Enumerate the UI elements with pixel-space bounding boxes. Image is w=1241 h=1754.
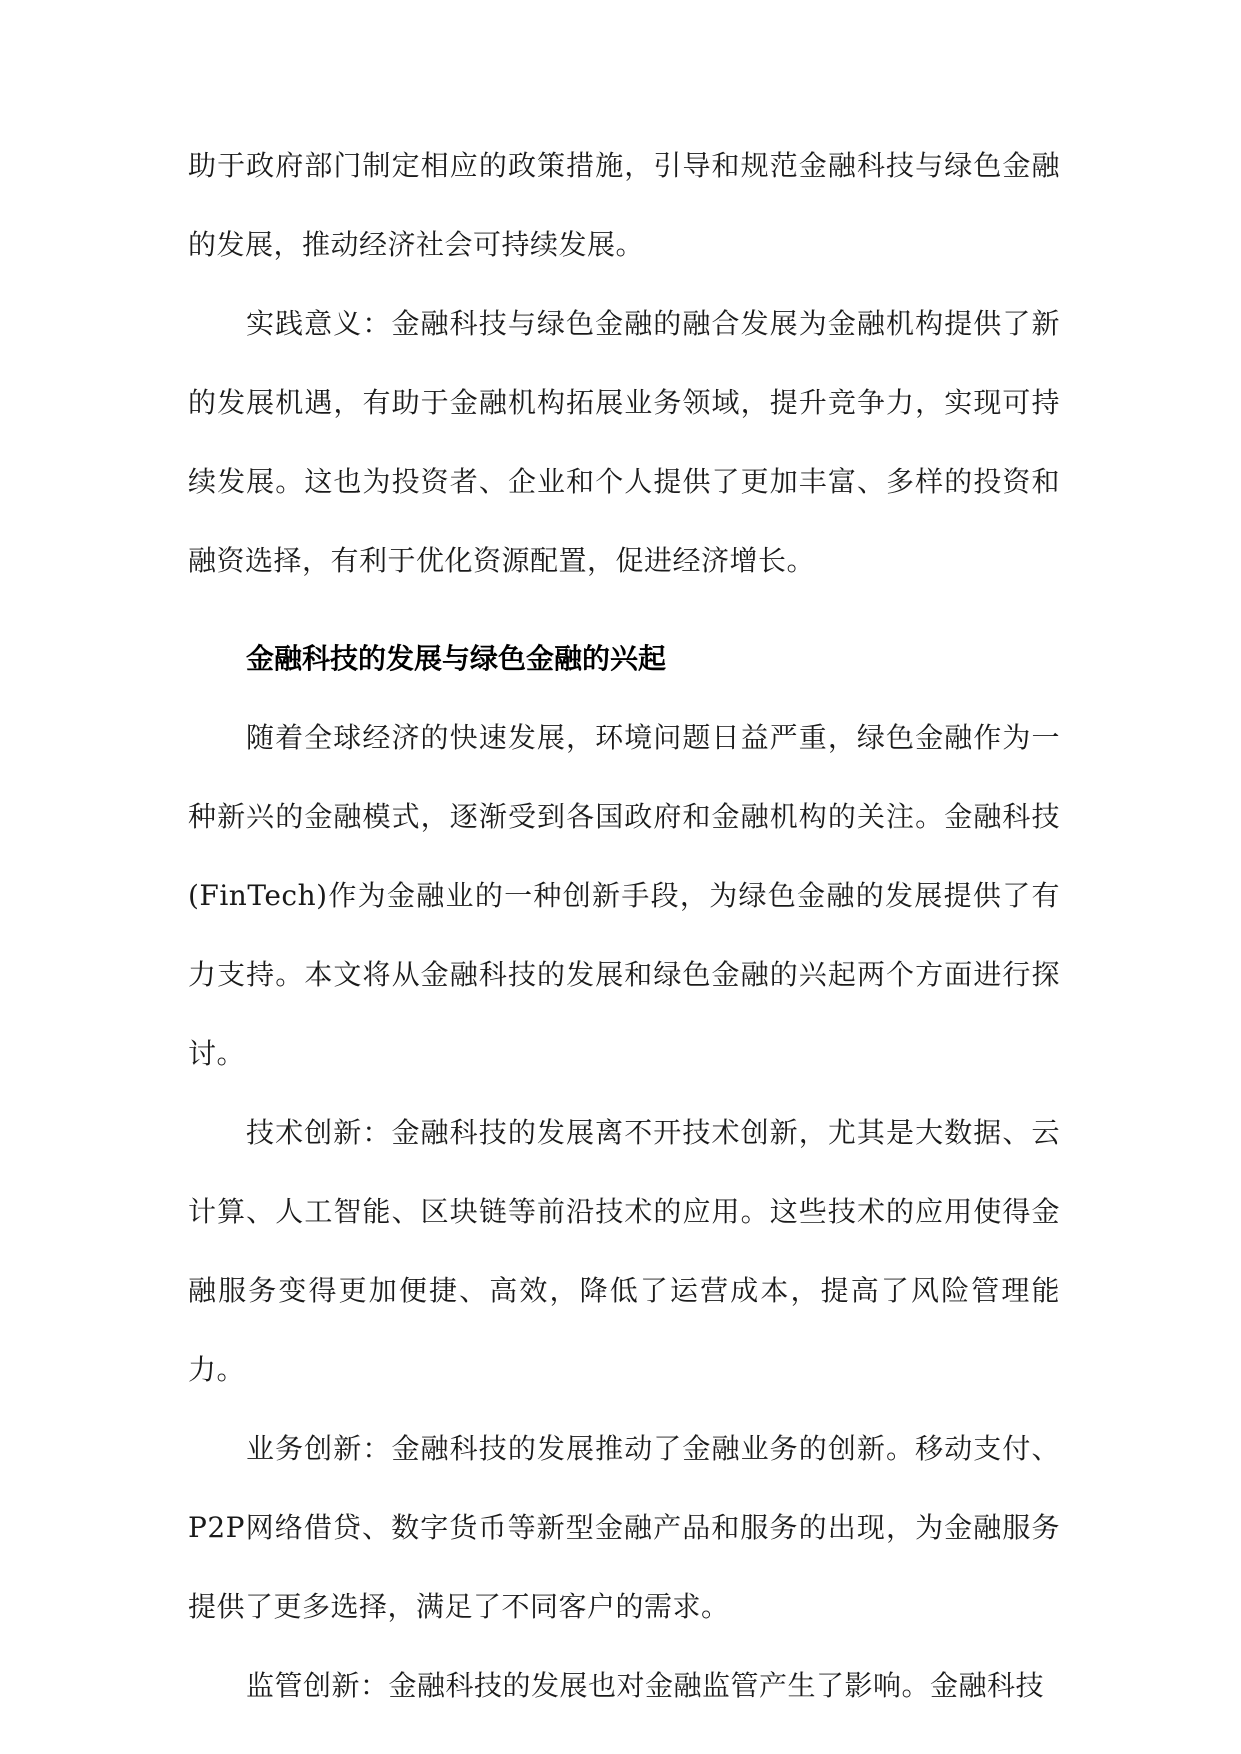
section-heading: 金融科技的发展与绿色金融的兴起 <box>246 642 667 675</box>
paragraph-business-innovation: 业务创新：金融科技的发展推动了金融业务的创新。移动支付、P2P网络借贷、数字货币等新型金融产品和服务的出现，为金融服务提供了更多选择，满足了不同客户的需求。 <box>188 1432 1060 1623</box>
paragraph-intro: 随着全球经济的快速发展，环境问题日益严重，绿色金融作为一种新兴的金融模式，逐渐受到各国政府和金融机构的关注。金融科技(FinTech)作为金融业的一种创新手段，为绿色金融的发展提供了有力支持。本文将从金融科技的发展和绿色金融的兴起两个方面进行探讨。 <box>188 721 1060 1070</box>
paragraph-practical-significance: 实践意义：金融科技与绿色金融的融合发展为金融机构提供了新的发展机遇，有助于金融机构拓展业务领域，提升竞争力，实现可持续发展。这也为投资者、企业和个人提供了更加丰富、多样的投资和融资选择，有利于优化资源配置，促进经济增长。 <box>188 307 1060 577</box>
paragraph-regulatory-innovation: 监管创新：金融科技的发展也对金融监管产生了影响。金融科技 <box>246 1669 1045 1702</box>
document-page <box>188 126 1060 1725</box>
paragraph-technology-innovation: 技术创新：金融科技的发展离不开技术创新，尤其是大数据、云计算、人工智能、区块链等前沿技术的应用。这些技术的应用使得金融服务变得更加便捷、高效，降低了运营成本，提高了风险管理能力。 <box>188 1116 1060 1386</box>
paragraph-continuation: 助于政府部门制定相应的政策措施，引导和规范金融科技与绿色金融的发展，推动经济社会可持续发展。 <box>188 149 1060 261</box>
